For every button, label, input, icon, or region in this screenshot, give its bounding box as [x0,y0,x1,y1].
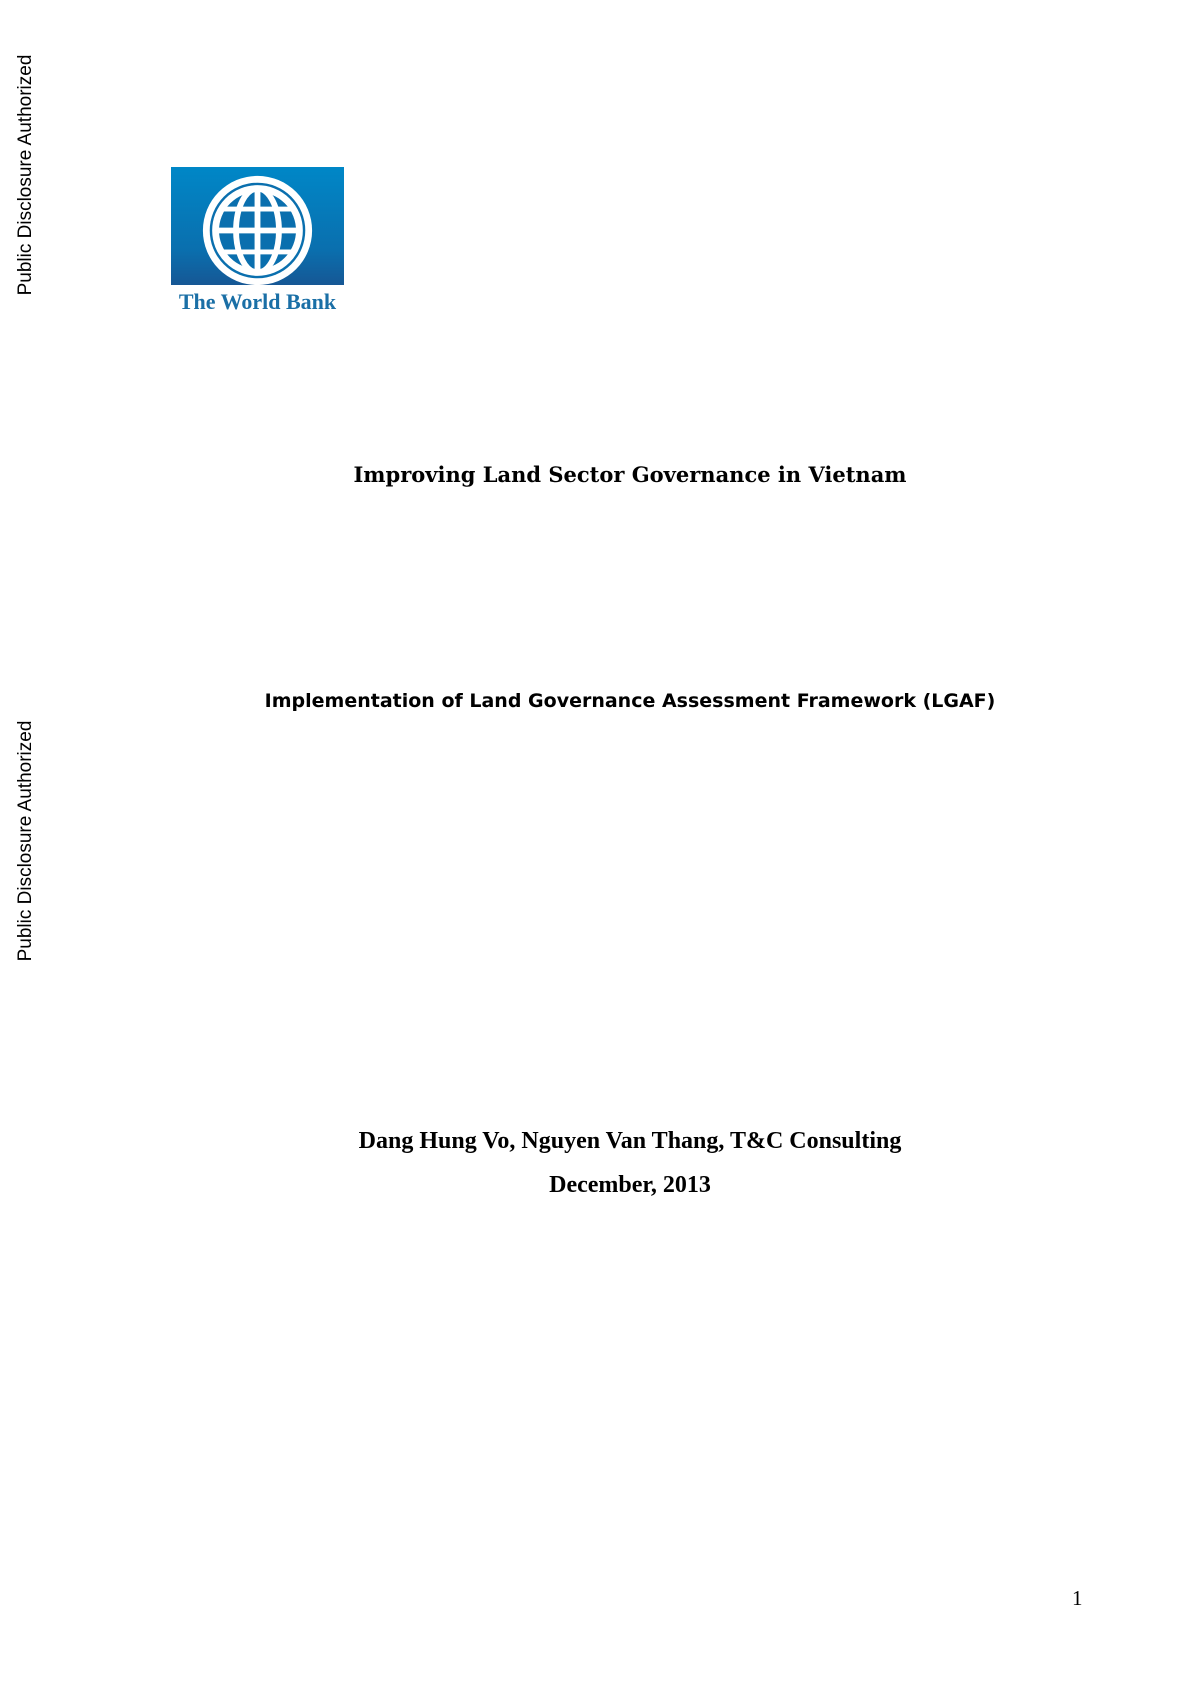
disclosure-stamp-text: Public Disclosure Authorized [15,54,36,296]
disclosure-stamp-text: Public Disclosure Authorized [15,720,36,962]
globe-icon [199,172,316,289]
page-number: 1 [1072,1586,1083,1610]
document-date: December, 2013 [549,1172,711,1198]
document-title: Improving Land Sector Governance in Vietnam [353,462,907,487]
document-subtitle: Implementation of Land Governance Assessment Framework (LGAF) [264,690,996,712]
document-authors: Dang Hung Vo, Nguyen Van Thang, T&C Consulting [358,1128,902,1154]
logo-wordmark: The World Bank [178,289,337,314]
world-bank-logo [171,167,344,318]
